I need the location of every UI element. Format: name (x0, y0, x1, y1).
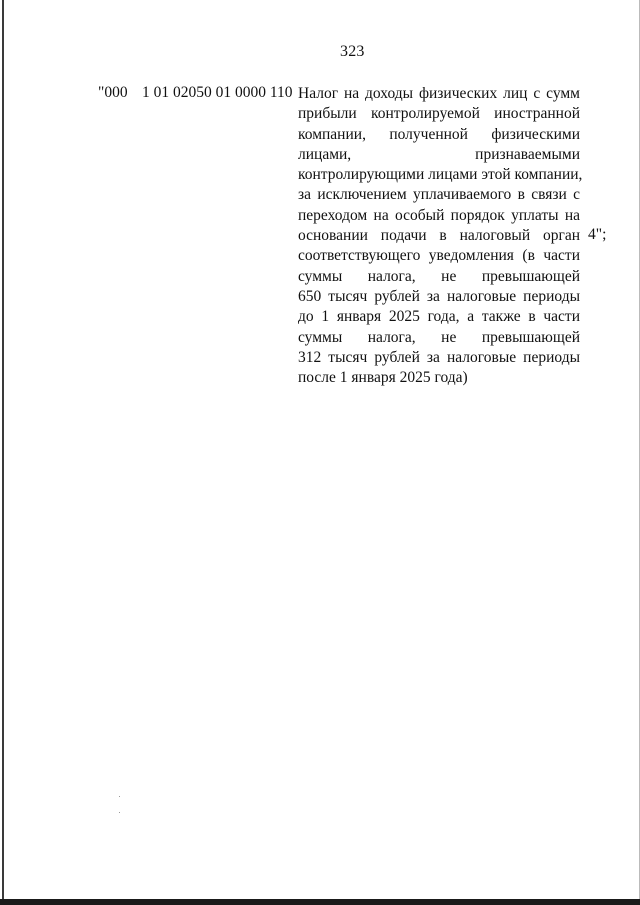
entry-prefix: "000 (98, 84, 128, 101)
description-line: суммы налога, не превышающей (298, 267, 580, 285)
scan-speck (119, 812, 120, 813)
description-line: компании, полученной физическими (298, 125, 580, 143)
scan-edge-left (2, 0, 4, 905)
budget-classification-code: 1 01 02050 01 0000 110 (142, 84, 293, 101)
scan-speck (119, 796, 120, 797)
scan-edge-bottom (0, 899, 640, 905)
description-line: 312 тысяч рублей за налоговые периоды (298, 348, 580, 366)
description-line: основании подачи в налоговый орган (298, 227, 580, 245)
description-line: Налог на доходы физических лиц с сумм (298, 85, 580, 102)
entry-suffix: 4"; (588, 226, 607, 243)
description-line: после 1 января 2025 года) (298, 369, 468, 387)
page-number: 323 (340, 43, 365, 60)
description-line: прибыли контролируемой иностранной (298, 105, 580, 123)
description-line: соответствующего уведомления (в части (298, 247, 580, 265)
description-line: контролирующими лицами этой компании, (298, 166, 583, 184)
description-line: за исключением уплачиваемого в связи с (298, 186, 580, 204)
description-line: 650 тысяч рублей за налоговые периоды (298, 287, 580, 305)
description-line: до 1 января 2025 года, а также в части (298, 308, 580, 326)
description-line: суммы налога, не превышающей (298, 328, 580, 346)
description-line: переходом на особый порядок уплаты на (298, 206, 580, 224)
entry-description (298, 84, 583, 388)
description-line: лицами, признаваемыми (298, 145, 580, 163)
